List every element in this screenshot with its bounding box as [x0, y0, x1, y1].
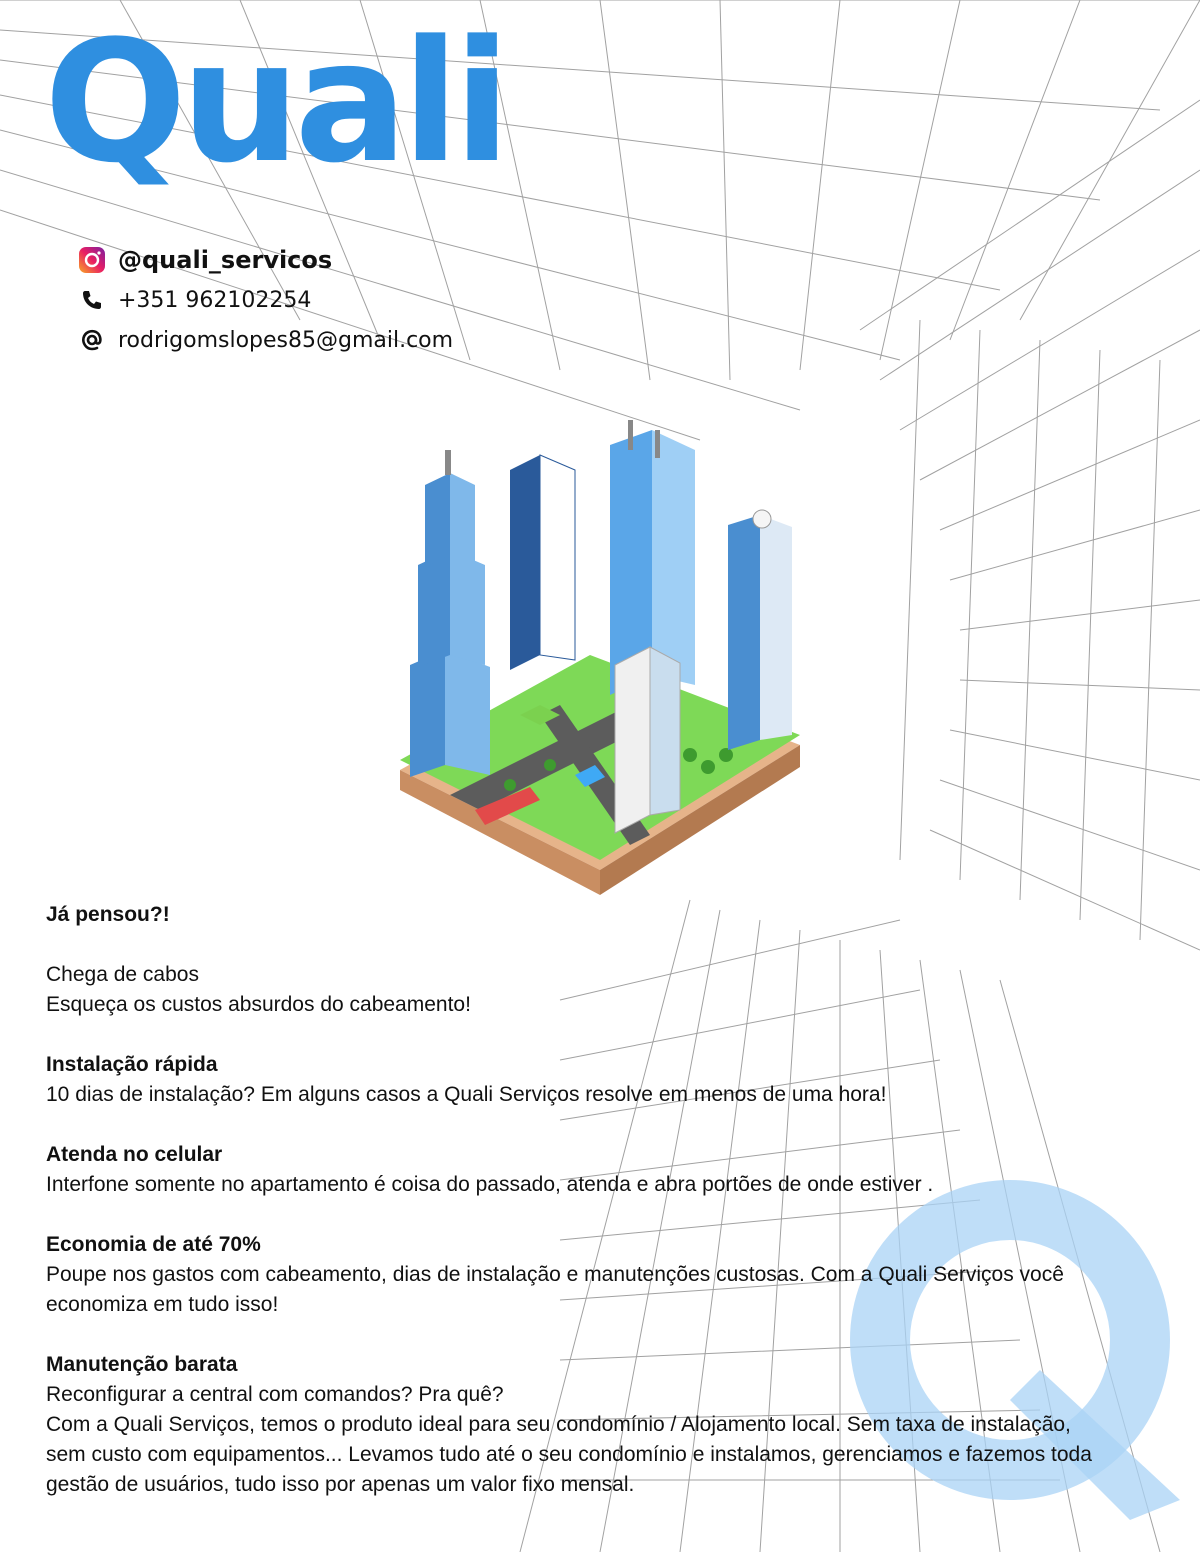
section-text: Interfone somente no apartamento é coisa do passado, atenda e abra portões de onde estiver . [46, 1173, 934, 1196]
phone-icon [78, 286, 106, 314]
section-text: Com a Quali Serviços, temos o produto ideal para seu condomínio / Alojamento local. Sem taxa de instalação, [46, 1413, 1071, 1436]
section-title-installation: Instalação rápida [46, 1053, 218, 1076]
email-address: rodrigomslopes85@gmail.com [118, 327, 454, 353]
intro-line: Chega de cabos [46, 963, 199, 986]
instagram-icon [78, 246, 106, 274]
section-text: Poupe nos gastos com cabeamento, dias de instalação e manutenções custosas. Com a Quali Serviços você [46, 1263, 1064, 1286]
contact-list [78, 240, 453, 360]
section-title-maintenance: Manutenção barata [46, 1353, 238, 1376]
section-title-mobile: Atenda no celular [46, 1143, 223, 1166]
phone-number: +351 962102254 [118, 287, 312, 313]
contact-instagram[interactable] [78, 240, 453, 280]
section-text: gestão de usuários, tudo isso por apenas um valor fixo mensal. [46, 1473, 635, 1496]
intro-title: Já pensou?! [46, 903, 170, 926]
contact-email[interactable] [78, 320, 453, 360]
section-text: sem custo com equipamentos... Levamos tudo até o seu condomínio e instalamos, gerenciamos e fazemos toda [46, 1443, 1092, 1466]
section-text: 10 dias de instalação? Em alguns casos a Quali Serviços resolve em menos de uma hora! [46, 1083, 887, 1106]
intro-line: Esqueça os custos absurdos do cabeamento! [46, 993, 471, 1016]
at-sign-icon [78, 326, 106, 354]
body-copy [46, 900, 1196, 1500]
quali-logo: Quali [44, 4, 505, 200]
instagram-handle: @quali_servicos [118, 246, 333, 274]
smart-city-illustration [390, 415, 810, 895]
section-title-savings: Economia de até 70% [46, 1233, 261, 1256]
section-text: economiza em tudo isso! [46, 1293, 279, 1316]
section-text: Reconfigurar a central com comandos? Pra quê? [46, 1383, 504, 1406]
contact-phone[interactable] [78, 280, 453, 320]
